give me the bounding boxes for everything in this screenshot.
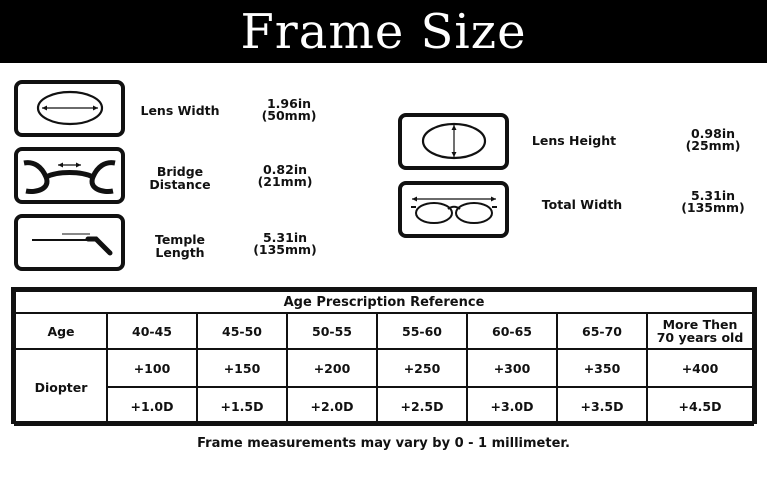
bridge-distance-value: 0.82in (21mm): [257, 162, 313, 189]
lens-width-label: Lens Width: [140, 103, 220, 118]
table-cell: 40-45: [107, 313, 197, 349]
header-bar: [0, 0, 767, 63]
table-cell: +3.5D: [557, 387, 647, 425]
table-cell: 60-65: [467, 313, 557, 349]
age-prescription-table: [11, 287, 757, 424]
plus-row: [15, 349, 753, 387]
total-width-label: Total Width: [541, 197, 623, 212]
table-cell: +250: [377, 349, 467, 387]
total-width-value: 5.31in (135mm): [681, 188, 745, 215]
diopter-header: Diopter: [15, 349, 107, 425]
table-cell: +2.0D: [287, 387, 377, 425]
table-cell: +4.5D: [647, 387, 753, 425]
table-cell: +1.0D: [107, 387, 197, 425]
table-cell: 65-70: [557, 313, 647, 349]
table-cell: 50-55: [287, 313, 377, 349]
lens-height-icon: [398, 113, 509, 170]
table-cell: +2.5D: [377, 387, 467, 425]
table-cell: +350: [557, 349, 647, 387]
total-width-icon: [398, 181, 509, 238]
table-cell: More Then 70 years old: [647, 313, 753, 349]
prescription-grid: [14, 290, 754, 426]
table-cell: 45-50: [197, 313, 287, 349]
lens-width-value: 1.96in (50mm): [261, 96, 317, 123]
table-cell: 55-60: [377, 313, 467, 349]
lens-height-label: Lens Height: [531, 133, 617, 148]
table-cell: +300: [467, 349, 557, 387]
table-cell: +3.0D: [467, 387, 557, 425]
bridge-distance-label: Bridge Distance: [149, 164, 211, 192]
diopter-row: [15, 387, 753, 425]
temple-length-icon: [14, 214, 125, 271]
lens-width-icon: [14, 80, 125, 137]
temple-length-value: 5.31in (135mm): [253, 230, 317, 257]
table-cell: +200: [287, 349, 377, 387]
table-cell: +400: [647, 349, 753, 387]
table-cell: +100: [107, 349, 197, 387]
table-caption: Age Prescription Reference: [15, 291, 753, 313]
lens-height-value: 0.98in (25mm): [685, 126, 741, 153]
table-cell: +150: [197, 349, 287, 387]
page-title: Frame Size: [240, 3, 527, 60]
table-cell: +1.5D: [197, 387, 287, 425]
bridge-distance-icon: [14, 147, 125, 204]
age-row: [15, 313, 753, 349]
table-caption-row: [15, 291, 753, 313]
temple-length-label: Temple Length: [154, 232, 206, 260]
footnote: Frame measurements may vary by 0 - 1 millimeter.: [197, 436, 570, 451]
age-header: Age: [15, 313, 107, 349]
